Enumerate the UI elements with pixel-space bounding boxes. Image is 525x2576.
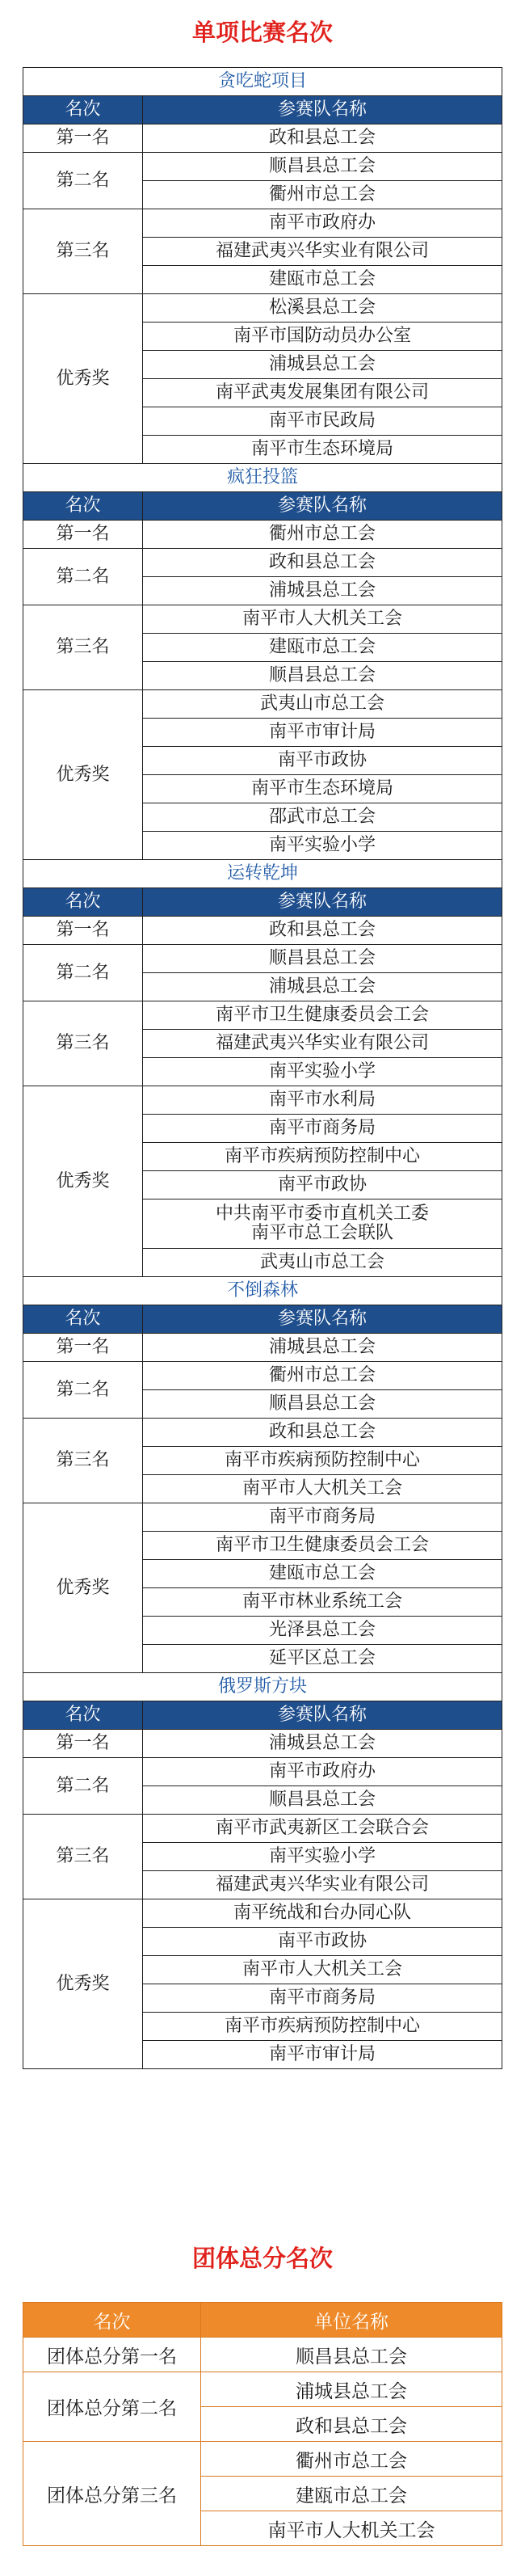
team-name-cell: 南平市疾病预防控制中心 bbox=[143, 2013, 502, 2041]
team-name-cell: 南平市人大机关工会 bbox=[143, 1956, 502, 1984]
team-rank-cell: 团体总分第二名 bbox=[23, 2372, 201, 2442]
column-header-rank: 名次 bbox=[23, 888, 143, 917]
single-event-heading: 单项比赛名次 bbox=[191, 19, 333, 46]
table-row bbox=[23, 549, 502, 577]
team-name-cell: 顺昌县总工会 bbox=[143, 1390, 502, 1419]
table-row bbox=[23, 2372, 502, 2407]
table-row bbox=[23, 945, 502, 973]
rank-cell: 第一名 bbox=[23, 917, 143, 945]
rank-cell: 优秀奖 bbox=[23, 1086, 143, 1277]
event-title-row bbox=[23, 464, 502, 492]
team-name-cell: 光泽县总工会 bbox=[143, 1617, 502, 1645]
single-event-results-table bbox=[23, 67, 502, 2069]
team-name-cell: 南平市政府办 bbox=[143, 209, 502, 238]
team-name-cell: 浦城县总工会 bbox=[143, 351, 502, 379]
event-title-row bbox=[23, 68, 502, 96]
team-name-cell: 南平市政协 bbox=[143, 1928, 502, 1956]
team-name-cell: 南平市政协 bbox=[143, 1171, 502, 1199]
rank-cell: 第三名 bbox=[23, 1001, 143, 1086]
event-title-row bbox=[23, 860, 502, 888]
team-table-header-row bbox=[23, 2303, 502, 2338]
rank-cell: 第一名 bbox=[23, 521, 143, 549]
table-row bbox=[23, 2338, 502, 2372]
rank-cell: 第三名 bbox=[23, 209, 143, 294]
team-name-cell: 延平区总工会 bbox=[143, 1645, 502, 1673]
team-name-cell: 顺昌县总工会 bbox=[143, 153, 502, 181]
table-row bbox=[23, 1730, 502, 1758]
team-name-cell: 衢州市总工会 bbox=[143, 521, 502, 549]
table-row bbox=[23, 294, 502, 323]
column-header-team: 参赛队名称 bbox=[143, 888, 502, 917]
table-header-row bbox=[23, 1305, 502, 1334]
team-total-heading: 团体总分名次 bbox=[191, 2245, 333, 2272]
team-name-cell: 南平实验小学 bbox=[143, 1843, 502, 1871]
unit-name-cell: 政和县总工会 bbox=[201, 2407, 502, 2442]
team-name-cell: 南平市林业系统工会 bbox=[143, 1588, 502, 1617]
team-name-cell: 福建武夷兴华实业有限公司 bbox=[143, 1030, 502, 1058]
rank-cell: 第二名 bbox=[23, 945, 143, 1001]
rank-cell: 优秀奖 bbox=[23, 690, 143, 860]
team-name-cell: 南平实验小学 bbox=[143, 832, 502, 860]
rank-cell: 第三名 bbox=[23, 605, 143, 690]
table-row bbox=[23, 1899, 502, 1928]
team-name-cell: 南平市疾病预防控制中心 bbox=[143, 1143, 502, 1171]
table-row bbox=[23, 917, 502, 945]
column-header-rank: 名次 bbox=[23, 1305, 143, 1334]
unit-name-cell: 南平市人大机关工会 bbox=[201, 2511, 502, 2546]
column-header-team: 参赛队名称 bbox=[143, 1701, 502, 1730]
team-name-cell: 南平市审计局 bbox=[143, 2041, 502, 2069]
team-name-cell: 浦城县总工会 bbox=[143, 973, 502, 1001]
team-name-cell: 福建武夷兴华实业有限公司 bbox=[143, 1871, 502, 1899]
table-header-row bbox=[23, 492, 502, 521]
team-name-cell: 中共南平市委市直机关工委 南平市总工会联队 bbox=[143, 1199, 502, 1249]
column-header-rank: 名次 bbox=[23, 96, 143, 124]
team-name-cell: 福建武夷兴华实业有限公司 bbox=[143, 238, 502, 266]
table-row bbox=[23, 1086, 502, 1115]
rank-cell: 第二名 bbox=[23, 549, 143, 605]
team-name-cell: 南平市商务局 bbox=[143, 1984, 502, 2013]
team-name-cell: 南平市武夷新区工会联合会 bbox=[143, 1815, 502, 1843]
table-row bbox=[23, 1503, 502, 1532]
team-name-cell: 南平武夷发展集团有限公司 bbox=[143, 379, 502, 407]
team-name-cell: 衢州市总工会 bbox=[143, 181, 502, 209]
team-name-cell: 顺昌县总工会 bbox=[143, 662, 502, 690]
table-header-row bbox=[23, 96, 502, 124]
rank-cell: 第三名 bbox=[23, 1815, 143, 1899]
team-name-cell: 浦城县总工会 bbox=[143, 577, 502, 605]
table-row bbox=[23, 1334, 502, 1362]
team-name-cell: 邵武市总工会 bbox=[143, 803, 502, 832]
team-name-cell: 武夷山市总工会 bbox=[143, 690, 502, 719]
team-name-cell: 政和县总工会 bbox=[143, 1419, 502, 1447]
team-name-cell: 南平实验小学 bbox=[143, 1058, 502, 1086]
table-row bbox=[23, 605, 502, 634]
rank-cell: 第三名 bbox=[23, 1419, 143, 1503]
table-row bbox=[23, 153, 502, 181]
table-row bbox=[23, 690, 502, 719]
team-name-cell: 衢州市总工会 bbox=[143, 1362, 502, 1390]
team-name-cell: 松溪县总工会 bbox=[143, 294, 502, 323]
event-title: 俄罗斯方块 bbox=[23, 1673, 502, 1701]
team-name-cell: 南平市生态环境局 bbox=[143, 775, 502, 803]
table-row bbox=[23, 521, 502, 549]
team-name-cell: 南平市审计局 bbox=[143, 719, 502, 747]
team-name-cell: 南平市政府办 bbox=[143, 1758, 502, 1786]
team-name-cell: 南平市政协 bbox=[143, 747, 502, 775]
team-name-cell: 武夷山市总工会 bbox=[143, 1249, 502, 1277]
rank-cell: 第一名 bbox=[23, 124, 143, 153]
rank-cell: 第二名 bbox=[23, 1362, 143, 1419]
column-header-unit: 单位名称 bbox=[201, 2303, 502, 2338]
team-name-cell: 南平市水利局 bbox=[143, 1086, 502, 1115]
team-name-cell: 南平市卫生健康委员会工会 bbox=[143, 1001, 502, 1030]
team-name-cell: 政和县总工会 bbox=[143, 124, 502, 153]
event-title: 运转乾坤 bbox=[23, 860, 502, 888]
unit-name-cell: 顺昌县总工会 bbox=[201, 2338, 502, 2372]
column-header-rank: 名次 bbox=[23, 2303, 201, 2338]
column-header-team: 参赛队名称 bbox=[143, 492, 502, 521]
table-row bbox=[23, 1001, 502, 1030]
table-header-row bbox=[23, 888, 502, 917]
team-name-cell: 南平市民政局 bbox=[143, 407, 502, 436]
table-row bbox=[23, 1758, 502, 1786]
column-header-team: 参赛队名称 bbox=[143, 1305, 502, 1334]
team-name-cell: 南平市人大机关工会 bbox=[143, 605, 502, 634]
team-name-cell: 建瓯市总工会 bbox=[143, 266, 502, 294]
table-header-row bbox=[23, 1701, 502, 1730]
table-row bbox=[23, 1419, 502, 1447]
team-name-cell: 南平市生态环境局 bbox=[143, 436, 502, 464]
team-name-cell: 南平市国防动员办公室 bbox=[143, 323, 502, 351]
team-name-cell: 浦城县总工会 bbox=[143, 1730, 502, 1758]
rank-cell: 优秀奖 bbox=[23, 1503, 143, 1673]
event-title: 疯狂投篮 bbox=[23, 464, 502, 492]
team-name-cell: 建瓯市总工会 bbox=[143, 634, 502, 662]
unit-name-cell: 衢州市总工会 bbox=[201, 2442, 502, 2477]
team-name-cell: 建瓯市总工会 bbox=[143, 1560, 502, 1588]
team-name-cell: 南平统战和台办同心队 bbox=[143, 1899, 502, 1928]
event-title: 贪吃蛇项目 bbox=[23, 68, 502, 96]
team-total-results-table bbox=[23, 2302, 502, 2546]
team-name-cell: 南平市商务局 bbox=[143, 1115, 502, 1143]
team-name-cell: 政和县总工会 bbox=[143, 549, 502, 577]
team-name-cell: 南平市疾病预防控制中心 bbox=[143, 1447, 502, 1475]
event-title-row bbox=[23, 1277, 502, 1305]
team-name-cell: 南平市商务局 bbox=[143, 1503, 502, 1532]
table-row bbox=[23, 124, 502, 153]
rank-cell: 第二名 bbox=[23, 1758, 143, 1815]
rank-cell: 第一名 bbox=[23, 1334, 143, 1362]
team-rank-cell: 团体总分第一名 bbox=[23, 2338, 201, 2372]
rank-cell: 第二名 bbox=[23, 153, 143, 209]
unit-name-cell: 建瓯市总工会 bbox=[201, 2477, 502, 2511]
team-name-cell: 浦城县总工会 bbox=[143, 1334, 502, 1362]
table-row bbox=[23, 2442, 502, 2477]
table-row bbox=[23, 209, 502, 238]
rank-cell: 第一名 bbox=[23, 1730, 143, 1758]
table-row bbox=[23, 1815, 502, 1843]
team-name-cell: 政和县总工会 bbox=[143, 917, 502, 945]
event-title-row bbox=[23, 1673, 502, 1701]
rank-cell: 优秀奖 bbox=[23, 1899, 143, 2069]
team-name-cell: 顺昌县总工会 bbox=[143, 1786, 502, 1815]
column-header-rank: 名次 bbox=[23, 1701, 143, 1730]
unit-name-cell: 浦城县总工会 bbox=[201, 2372, 502, 2407]
rank-cell: 优秀奖 bbox=[23, 294, 143, 464]
event-title: 不倒森林 bbox=[23, 1277, 502, 1305]
column-header-team: 参赛队名称 bbox=[143, 96, 502, 124]
team-rank-cell: 团体总分第三名 bbox=[23, 2442, 201, 2546]
column-header-rank: 名次 bbox=[23, 492, 143, 521]
team-name-cell: 顺昌县总工会 bbox=[143, 945, 502, 973]
team-name-cell: 南平市卫生健康委员会工会 bbox=[143, 1532, 502, 1560]
team-name-cell: 南平市人大机关工会 bbox=[143, 1475, 502, 1503]
table-row bbox=[23, 1362, 502, 1390]
